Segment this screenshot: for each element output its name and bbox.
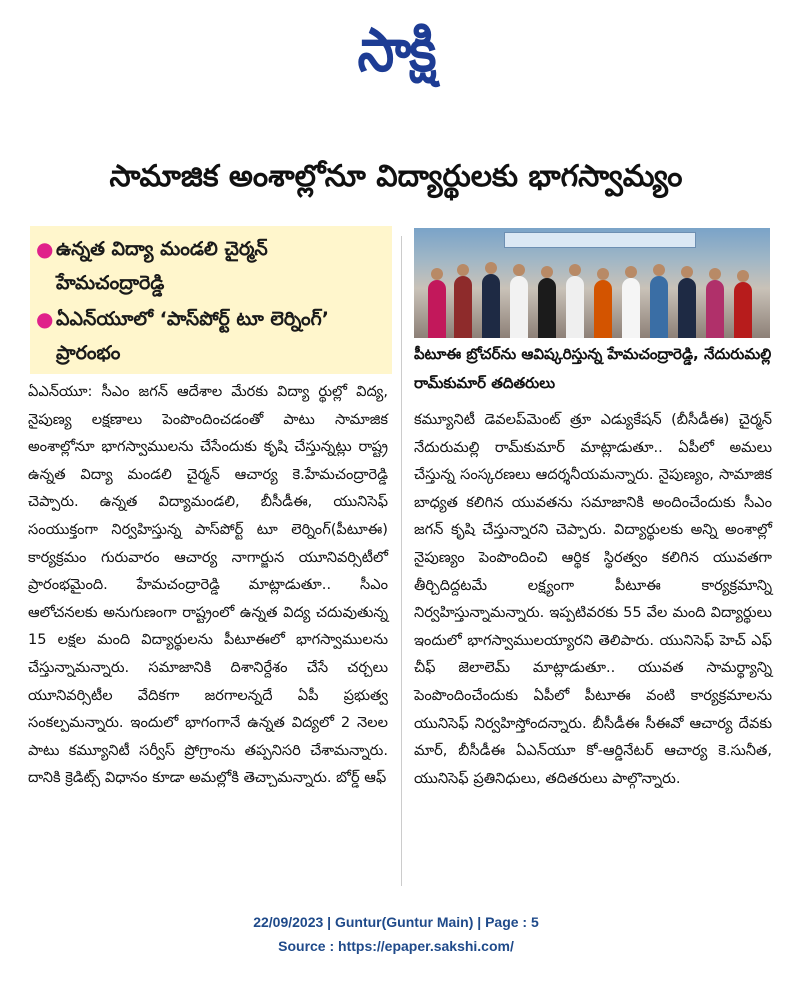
photo-caption: పీటూఈ బ్రోచర్‌ను ఆవిష్కరిస్తున్న హేమచంద్రారెడ్డి, నేదురుమల్లి రామ్‌కుమార్ తదితరులు [414, 345, 772, 392]
photo-person [622, 278, 640, 338]
article-column-left [28, 378, 388, 792]
highlights-box [30, 226, 392, 374]
photo-person-head [513, 264, 525, 276]
article-paragraph: ఏఎన్‌యూ: సీఎం జగన్ ఆదేశాల మేరకు విద్యా ర్థుల్లో విద్య, నైపుణ్య లక్షణాలు పెంపొందించడంతో పాటు సామాజిక అంశాల్లోనూ భాగస్వాములను చేసేందుకు కృషి చేస్తున్నట్లు రాష్ట్ర ఉన్నత విద్యా మండలి చైర్మన్ ఆచార్య కె.హేమచంద్రారెడ్డి చెప్పారు. ఉన్నత విద్యామండలి, బీసీడీఈ, యునిసెఫ్ సంయుక్తంగా నిర్వహిస్తున్న పాస్‌పోర్ట్ టూ లెర్నింగ్(పీటూఈ) కార్యక్రమం గురువారం ఆచార్య నాగార్జున యూనివర్సిటీలో ప్రారంభమైంది. హేమచంద్రారెడ్డి మాట్లాడుతూ.. సీఎం ఆలోచనలకు అనుగుణంగా రాష్ట్రంలో ఉన్నత విద్య చదువుతున్న 15 లక్షల మంది విద్యార్థులను పీటూఈలో భాగస్వాములను చేస్తున్నామన్నారు. సమాజానికి దిశానిర్దేశం చేసే చర్చలు యూనివర్సిటీల వేదికగా జరగాలన్నదే ఏపీ ప్రభుత్వ సంకల్పమన్నారు. ఇందులో భాగంగానే ఉన్నత విద్యలో 2 నెలల పాటు కమ్యూనిటీ సర్వీస్ ప్రోగ్రాంను తప్పనిసరి చేశామన్నారు. దానికి క్రెడిట్స్ విధానం కూడా అమల్లోకి తెచ్చామన్నారు. బోర్డ్ ఆఫ్ [28, 383, 388, 787]
highlight-item [36, 232, 392, 300]
bullet-icon: ● [36, 307, 54, 331]
photo-person [510, 276, 528, 338]
highlight-text: ఉన్నత విద్యా మండలి చైర్మన్ హేమచంద్రారెడ్డి [56, 238, 268, 294]
photo-person [706, 280, 724, 338]
column-divider [401, 236, 402, 886]
photo-person [428, 280, 446, 338]
highlight-item [36, 302, 392, 370]
photo-person-head [737, 270, 749, 282]
photo-person-head [625, 266, 637, 278]
article-paragraph: కమ్యూనిటీ డెవలప్‌మెంట్ త్రూ ఎడ్యుకేషన్ (బీసీడీఈ) చైర్మన్ నేదురుమల్లి రామ్‌కుమార్ మాట్లాడుతూ.. ఏపీలో అమలు చేస్తున్న సంస్కరణలు ఆదర్శనీయమన్నారు. నైపుణ్యం, సామాజిక బాధ్యత కలిగిన యువతను సమాజానికి అందించేందుకు సీఎం జగన్ కృషి చేస్తున్నారని చెప్పారు. విద్యార్థులకు అన్ని అంశాల్లో నైపుణ్యం పెంపొందించి ఆర్థిక స్థిరత్వం కలిగిన యువతగా తీర్చిదిద్దటమే లక్ష్యంగా పీటూఈ కార్యక్రమాన్ని నిర్వహిస్తున్నామన్నారు. ఇప్పటివరకు 55 వేల మంది విద్యార్థులు ఇందులో భాగస్వాములయ్యారని తెలిపారు. యునిసెఫ్ హెచ్ ఎఫ్ చీఫ్ జెలాలెమ్ మాట్లాడుతూ.. యువత సామర్థ్యాన్ని పెంపొందించేందుకు ఏపీలో పీటూఈ వంటి కార్యక్రమాలను యునిసెఫ్ నిర్వహిస్తోందన్నారు. బీసీడీఈ సీఈవో ఆచార్య దేవకు మార్, బీసీడీఈ ఏఎన్‌యూ కో-ఆర్డినేటర్ ఆచార్య కె.సునీత, యునిసెఫ్ ప్రతినిధులు, తదితరులు పాల్గొన్నారు. [414, 411, 772, 787]
photo-person [650, 276, 668, 338]
photo-person [678, 278, 696, 338]
photo-person-head [457, 264, 469, 276]
photo-person [566, 276, 584, 338]
photo-person-head [597, 268, 609, 280]
photo-person-head [709, 268, 721, 280]
photo-person [482, 274, 500, 338]
photo-banner [504, 232, 696, 248]
bullet-icon: ● [36, 237, 54, 261]
photo-person-head [541, 266, 553, 278]
photo-person-head [485, 262, 497, 274]
article-column-right [414, 406, 772, 792]
photo-person-head [681, 266, 693, 278]
photo-person [454, 276, 472, 338]
photo-person [594, 280, 612, 338]
headline: సామాజిక అంశాల్లోనూ విద్యార్థులకు భాగస్వామ్యం [109, 159, 683, 194]
masthead-logo: సాక్షి [357, 16, 435, 86]
event-photo [414, 228, 770, 338]
photo-person-head [569, 264, 581, 276]
footer-date-line: 22/09/2023 | Guntur(Guntur Main) | Page : 5 [253, 914, 539, 930]
photo-person [538, 278, 556, 338]
footer-source-line: Source : https://epaper.sakshi.com/ [278, 938, 514, 954]
photo-person-head [653, 264, 665, 276]
highlight-text: ఏఎన్‌యూలో ‘పాస్‌పోర్ట్ టూ లెర్నింగ్’ ప్రారంభం [56, 308, 329, 364]
photo-person-head [431, 268, 443, 280]
photo-person [734, 282, 752, 338]
